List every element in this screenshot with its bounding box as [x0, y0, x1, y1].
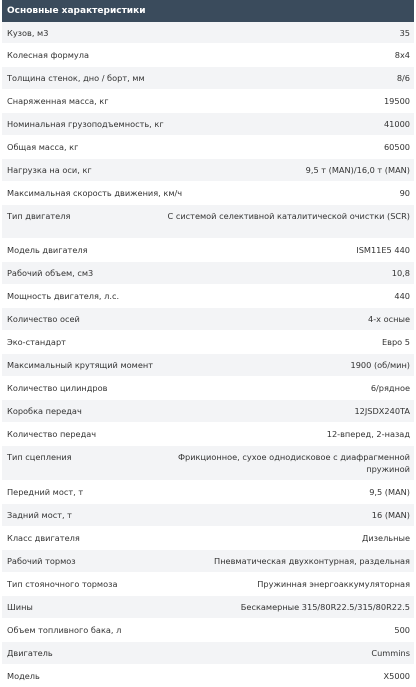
spec-label: Эко-стандарт	[7, 337, 66, 347]
spec-value: 500	[394, 625, 410, 635]
spec-label: Тип двигателя	[7, 211, 71, 221]
spec-value: 90	[399, 188, 410, 198]
spec-label: Передний мост, т	[7, 487, 84, 497]
spec-value: 8х4	[394, 50, 410, 60]
spec-value: 9,5 (MAN)	[369, 487, 410, 497]
spec-value: Евро 5	[381, 337, 410, 347]
spec-value: 10,8	[391, 268, 410, 278]
spec-label: Модель	[7, 670, 40, 681]
spec-label: Рабочий тормоз	[7, 556, 76, 566]
spec-row	[2, 113, 414, 136]
spec-value: X5000	[383, 670, 410, 681]
spec-value: 1900 (об/мин)	[350, 360, 410, 370]
spec-row	[2, 446, 414, 481]
spec-value: 12JSDX240TA	[354, 406, 410, 416]
spec-label: Мощность двигателя, л.с.	[7, 291, 120, 301]
spec-row	[2, 504, 414, 527]
spec-row	[2, 285, 414, 308]
spec-value: 12-вперед, 2-назад	[326, 429, 410, 439]
spec-row	[2, 205, 414, 239]
spec-value: Пневматическая двухконтурная, раздельная	[214, 556, 410, 566]
spec-value: 440	[394, 291, 410, 301]
spec-row	[2, 619, 414, 642]
spec-label: Количество осей	[7, 314, 80, 324]
spec-label: Количество цилиндров	[7, 383, 108, 393]
spec-row	[2, 481, 414, 504]
spec-value: 19500	[383, 96, 410, 106]
spec-row	[2, 331, 414, 354]
spec-label: Тип сцепления	[7, 452, 72, 462]
spec-row	[2, 44, 414, 67]
spec-label: Задний мост, т	[7, 510, 72, 520]
spec-row	[2, 354, 414, 377]
spec-label: Шины	[7, 602, 33, 612]
spec-label: Объем топливного бака, л	[7, 625, 122, 635]
spec-value: С системой селективной каталитической очистки (SCR)	[167, 211, 410, 221]
spec-label: Модель двигателя	[7, 245, 88, 255]
spec-value: 8/6	[396, 73, 410, 83]
spec-row	[2, 136, 414, 159]
spec-row	[2, 665, 414, 687]
spec-row	[2, 159, 414, 182]
spec-label: Максимальный крутящий момент	[7, 360, 154, 370]
spec-label: Количество передач	[7, 429, 97, 439]
spec-value: ISM11E5 440	[356, 245, 410, 255]
spec-label: Общая масса, кг	[7, 142, 79, 152]
spec-value: Фрикционное, сухое однодисковое с диафрагменной пружиной	[177, 452, 410, 474]
spec-row	[2, 262, 414, 285]
spec-value: 41000	[383, 119, 410, 129]
spec-row	[2, 182, 414, 205]
spec-row	[2, 527, 414, 550]
spec-row	[2, 642, 414, 665]
spec-row	[2, 400, 414, 423]
spec-label: Колесная формула	[7, 50, 89, 60]
spec-label: Толщина стенок, дно / борт, мм	[7, 73, 145, 83]
spec-label: Двигатель	[7, 648, 53, 658]
spec-value: 60500	[383, 142, 410, 152]
spec-value: Cummins	[371, 648, 410, 658]
spec-label: Номинальная грузоподъемность, кг	[7, 119, 164, 129]
spec-row	[2, 573, 414, 596]
spec-value: 9,5 т (MAN)/16,0 т (MAN)	[305, 165, 410, 175]
spec-row	[2, 22, 414, 44]
spec-value: Бескамерные 315/80R22.5/315/80R22.5	[240, 602, 410, 612]
spec-label: Нагрузка на оси, кг	[7, 165, 92, 175]
spec-row	[2, 239, 414, 262]
specs-table	[2, 0, 414, 687]
spec-label: Класс двигателя	[7, 533, 80, 543]
spec-label: Максимальная скорость движения, км/ч	[7, 188, 183, 198]
spec-value: Пружинная энергоаккумуляторная	[257, 579, 410, 589]
spec-value: Дизельные	[361, 533, 410, 543]
spec-label: Тип стояночного тормоза	[7, 579, 118, 589]
spec-row	[2, 596, 414, 619]
spec-row	[2, 423, 414, 446]
spec-row	[2, 67, 414, 90]
spec-label: Кузов, м3	[7, 27, 49, 38]
spec-row	[2, 550, 414, 573]
spec-value: 16 (MAN)	[371, 510, 410, 520]
spec-label: Рабочий объем, см3	[7, 268, 94, 278]
spec-row	[2, 308, 414, 331]
spec-row	[2, 90, 414, 113]
specs-rows	[2, 22, 414, 687]
spec-value: 35	[399, 27, 410, 38]
spec-label: Коробка передач	[7, 406, 82, 416]
spec-value: 4-х осные	[368, 314, 410, 324]
spec-row	[2, 377, 414, 400]
spec-value: 6/рядное	[370, 383, 410, 393]
spec-label: Снаряженная масса, кг	[7, 96, 109, 106]
section-title: Основные характеристики	[2, 0, 414, 22]
